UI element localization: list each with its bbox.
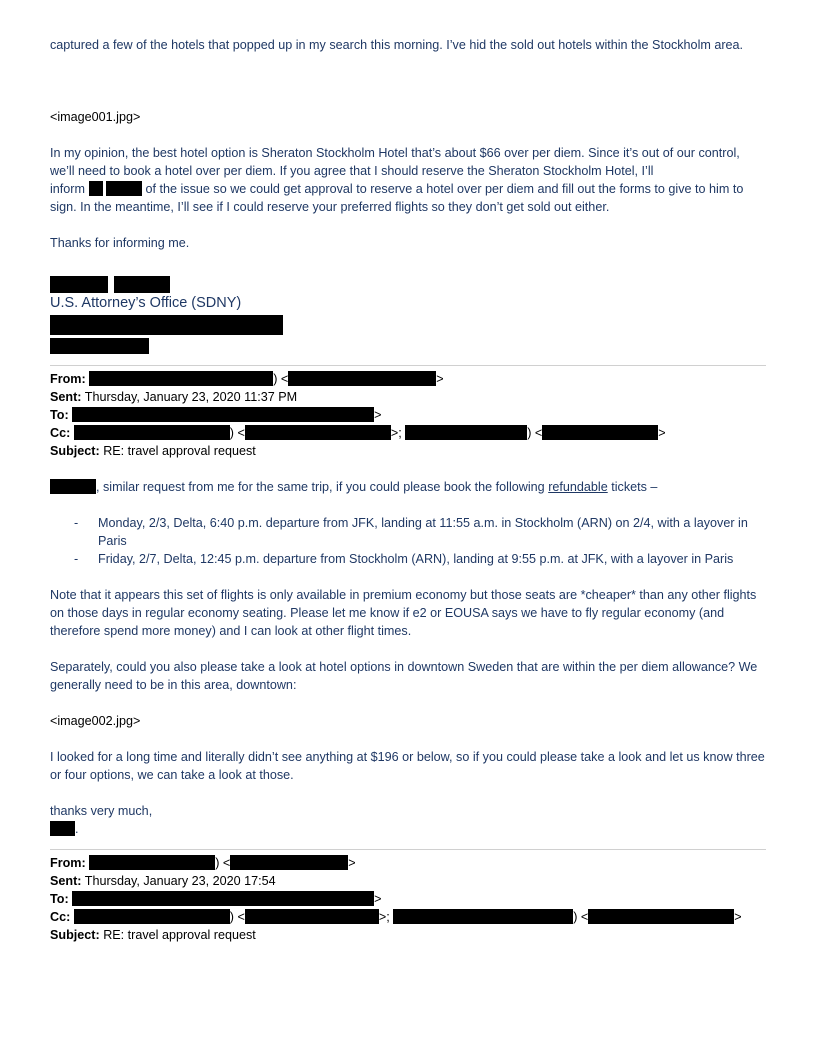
redaction: [288, 371, 436, 386]
to-label: To:: [50, 408, 69, 422]
redaction: [230, 855, 348, 870]
redaction: [74, 909, 230, 924]
flight-item-text: Monday, 2/3, Delta, 6:40 p.m. departure from JFK, landing at 11:55 a.m. in Stockholm (ARN) on 2/4, with a layover in Paris: [98, 516, 748, 548]
sent-value: Thursday, January 23, 2020 17:54: [84, 874, 276, 888]
sent-line: [50, 872, 766, 890]
bullet-dash: -: [74, 516, 79, 530]
redaction: [542, 425, 658, 440]
cc-label: Cc:: [50, 426, 71, 440]
from-label: From:: [50, 856, 86, 870]
redaction: [245, 909, 379, 924]
flight-list: [50, 514, 766, 568]
email-document: [50, 36, 766, 944]
refundable-underline: refundable: [548, 480, 608, 494]
from-line: From: ) < >: [50, 856, 356, 870]
reply-paragraph-2-continued: of the issue so we could get approval to reserve a hotel over per diem and fill out the forms to give to him to sign. In the meantime, I’ll see if I could reserve your preferred flights so they don’t get sold out either.: [50, 182, 744, 214]
flight-item-text: Friday, 2/7, Delta, 12:45 p.m. departure from Stockholm (ARN), landing at 9:55 p.m. at JFK, with a layover in Paris: [98, 552, 734, 566]
subject-value: RE: travel approval request: [103, 928, 256, 942]
message-2-signoff: thanks very much,: [50, 804, 153, 818]
message-2-intro-end: tickets –: [611, 480, 658, 494]
redaction: [50, 276, 108, 293]
redaction: [89, 371, 273, 386]
to-line: To: >: [50, 408, 382, 422]
redaction: [106, 181, 142, 196]
subject-label: Subject:: [50, 444, 100, 458]
redaction: [588, 909, 734, 924]
subject-label: Subject:: [50, 928, 100, 942]
sent-label: Sent:: [50, 874, 82, 888]
reply-paragraph-2-text: In my opinion, the best hotel option is Sheraton Stockholm Hotel that’s about $66 over per diem. Since it’s out of our control, we’ll need to book a hotel over per diem. If you agree that I should reserve the Sheraton Stockholm Hotel, I’ll: [50, 146, 740, 178]
list-item: [50, 550, 766, 568]
to-label: To:: [50, 892, 69, 906]
redaction: [89, 181, 103, 196]
reply-paragraph-1: captured a few of the hotels that popped up in my search this morning. I’ve hid the sold out hotels within the Stockholm area.: [50, 38, 744, 52]
image-reference-1: <image001.jpg>: [50, 110, 141, 124]
reply-paragraph-2: [50, 144, 766, 216]
reply-paragraph-2-inform: inform: [50, 182, 85, 196]
from-label: From:: [50, 372, 86, 386]
cc-label: Cc:: [50, 910, 71, 924]
to-line: To: >: [50, 892, 382, 906]
redaction: [114, 276, 170, 293]
subject-line: [50, 926, 766, 944]
signature-details-redaction: [50, 313, 766, 357]
redaction: [72, 891, 374, 906]
email-header-1: [50, 370, 766, 460]
redaction: [72, 407, 374, 422]
redaction: [89, 855, 215, 870]
message-2-separately: Separately, could you also please take a look at hotel options in downtown Sweden that are within the per diem allowance? We generally need to be in this area, downtown:: [50, 660, 758, 692]
reply-thanks: Thanks for informing me.: [50, 236, 190, 250]
message-2-looked: I looked for a long time and literally didn’t see anything at $196 or below, so if you could please take a look and let us know three or four options, we can take a look at those.: [50, 750, 765, 782]
redaction: [50, 479, 96, 494]
redaction: [50, 821, 75, 836]
redaction: [405, 425, 527, 440]
message-2-intro: [50, 478, 766, 496]
cc-line: Cc: ) < >; ) < >: [50, 426, 666, 440]
message-2-note: Note that it appears this set of flights is only available in premium economy but those seats are *cheaper* than any other flights on those days in regular economy seating. Please let me know if e2 or EOUSA says we have to fly regular economy (and therefore spend more money) and I can look at other flight times.: [50, 588, 757, 638]
image-reference-2: <image002.jpg>: [50, 714, 141, 728]
signature-office: U.S. Attorney’s Office (SDNY): [50, 295, 242, 311]
redaction: [245, 425, 391, 440]
redaction: [74, 425, 230, 440]
subject-value: RE: travel approval request: [103, 444, 256, 458]
redaction: [50, 338, 149, 354]
redaction: [393, 909, 573, 924]
cc-line: Cc: ) < >; ) < >: [50, 910, 742, 924]
message-2-intro-text: , similar request from me for the same trip, if you could please book the following: [96, 480, 545, 494]
sent-value: Thursday, January 23, 2020 11:37 PM: [84, 390, 298, 404]
list-item: [50, 514, 766, 550]
subject-line: [50, 442, 766, 460]
message-2-signature: .: [50, 820, 766, 838]
redaction: [50, 315, 283, 335]
signature-name-redaction: [50, 270, 766, 294]
sent-line: [50, 388, 766, 406]
from-line: From: ) < >: [50, 372, 444, 386]
sent-label: Sent:: [50, 390, 82, 404]
bullet-dash: -: [74, 552, 79, 566]
email-header-2: [50, 854, 766, 944]
